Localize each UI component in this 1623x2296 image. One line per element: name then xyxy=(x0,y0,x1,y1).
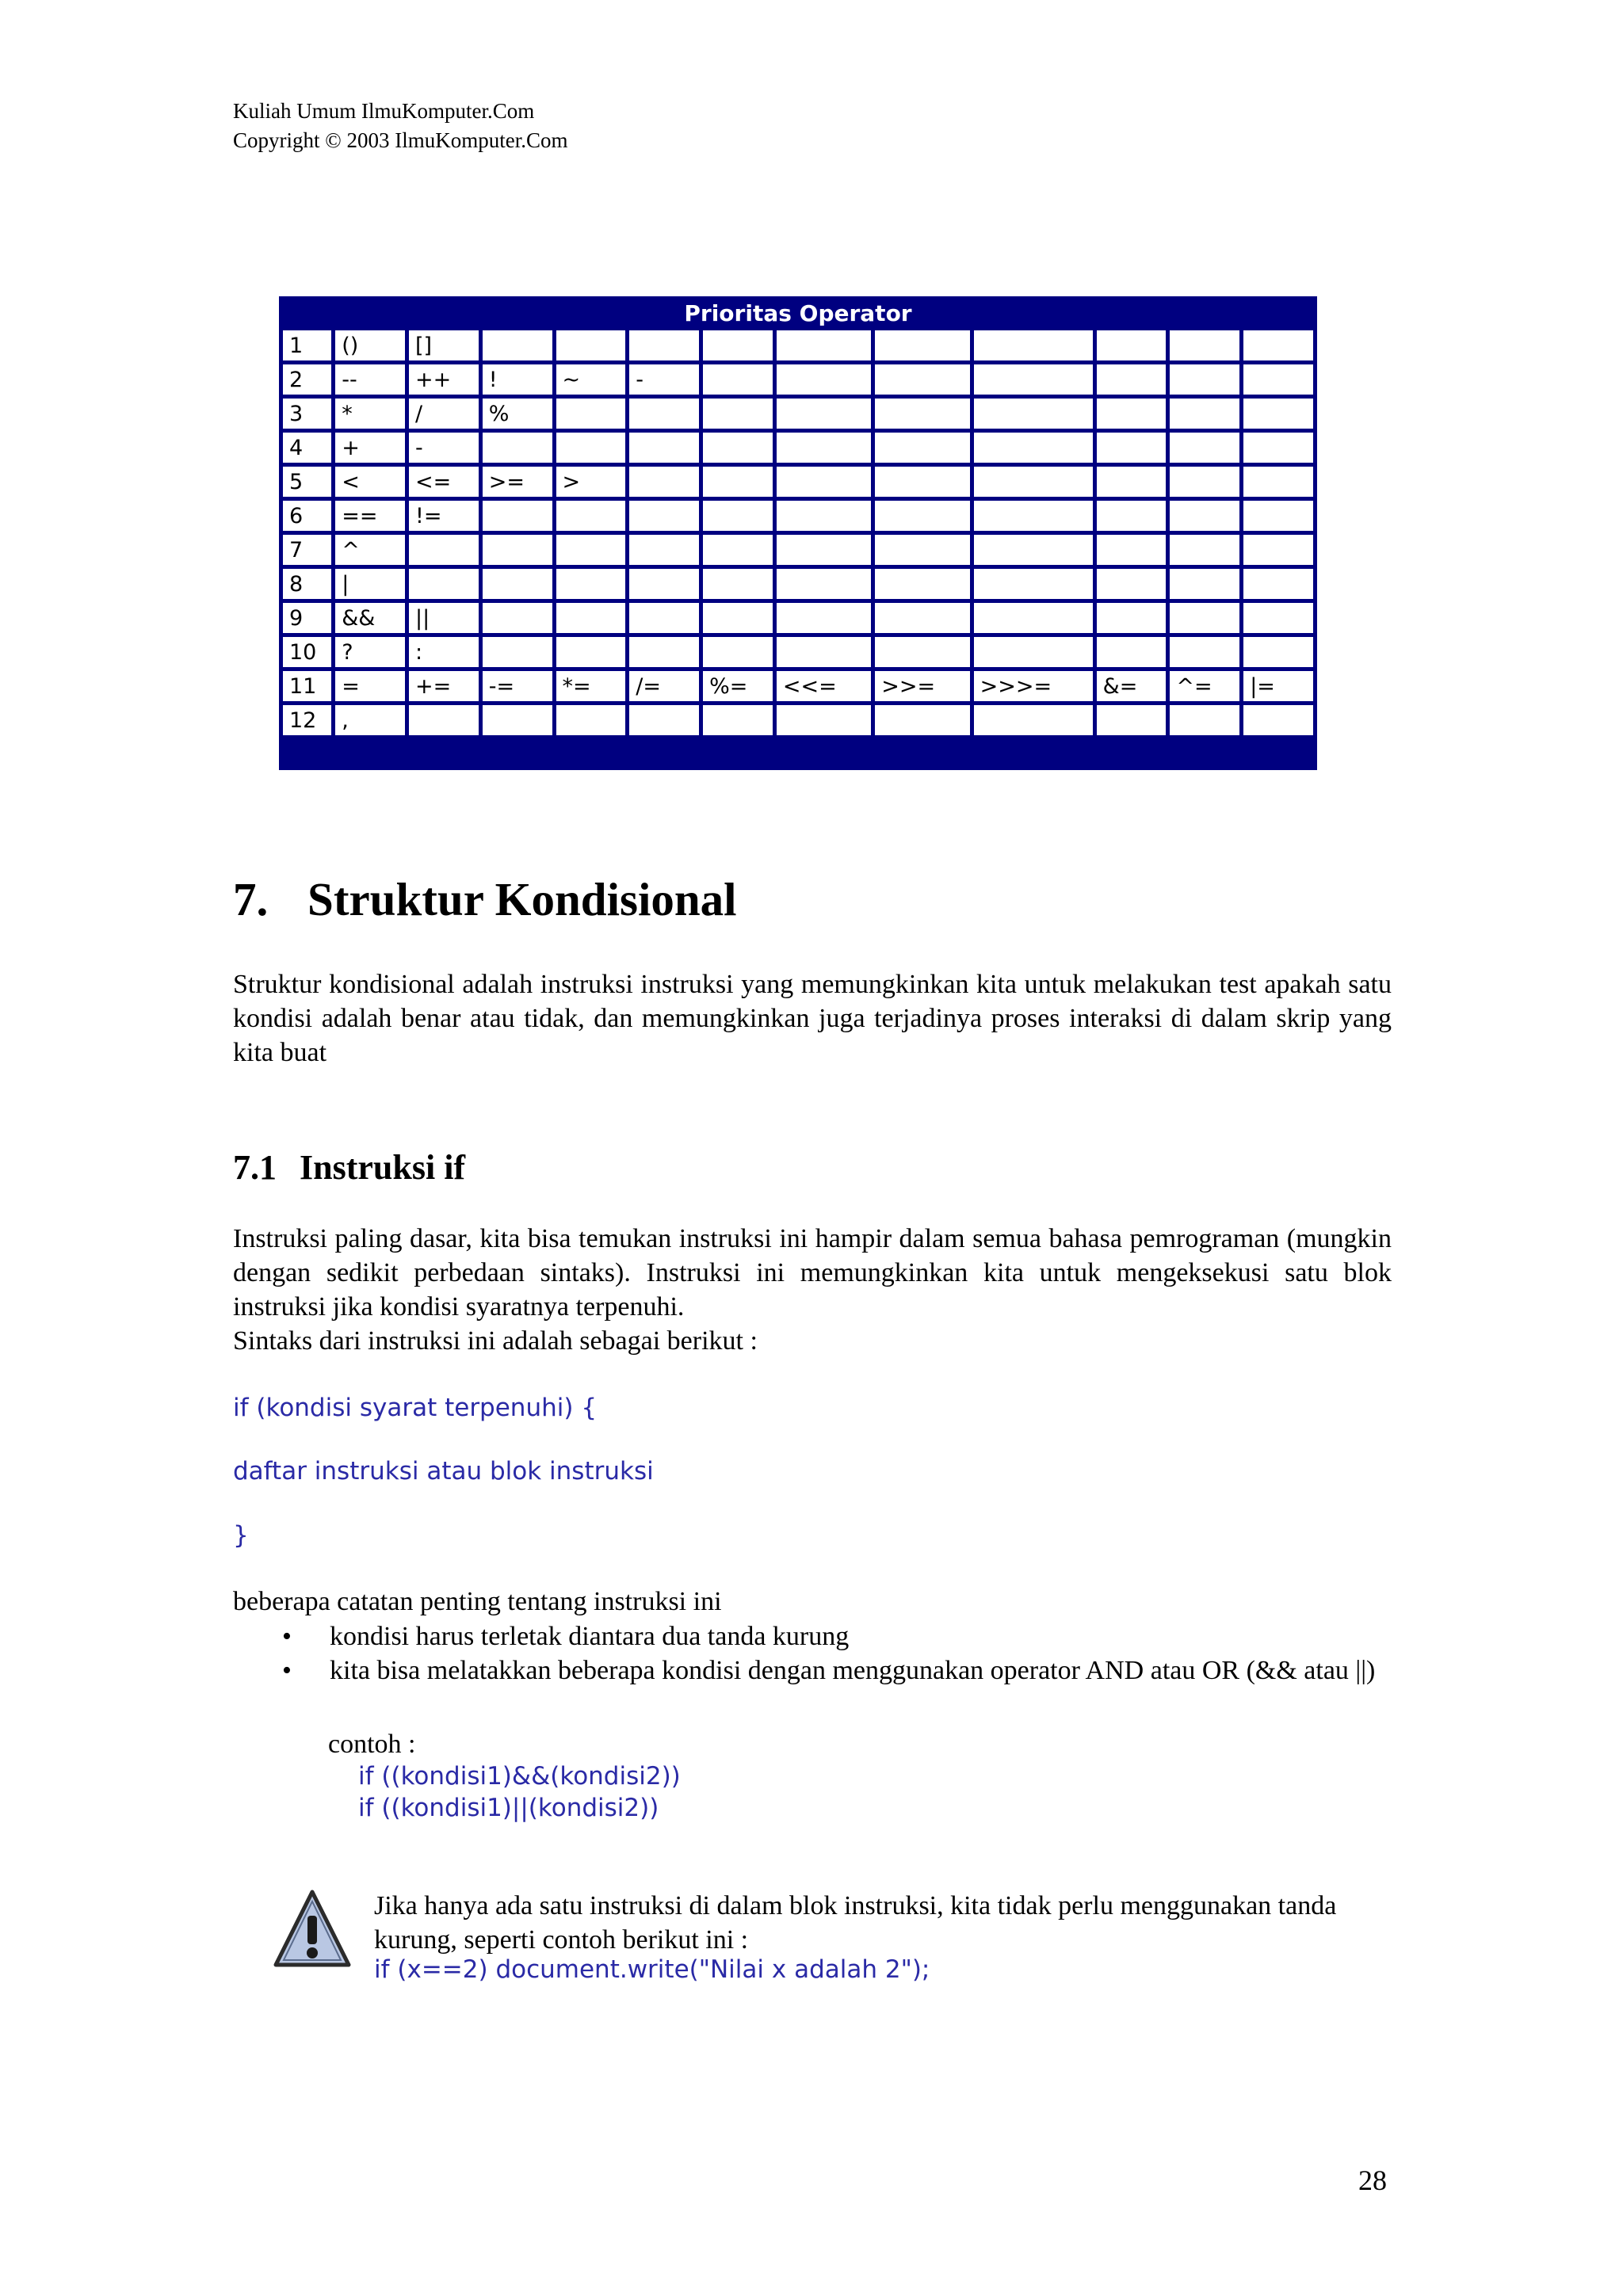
priority-level-cell: 4 xyxy=(283,433,331,463)
operator-cell xyxy=(1243,637,1313,667)
operator-cell xyxy=(556,603,626,633)
operator-cell xyxy=(409,535,479,565)
table-row xyxy=(283,330,1313,360)
operator-cell xyxy=(483,603,552,633)
operator-cell xyxy=(703,705,773,735)
operator-cell xyxy=(875,603,969,633)
operator-cell xyxy=(629,535,699,565)
operator-cell xyxy=(1170,637,1239,667)
operator-cell: - xyxy=(409,433,479,463)
operator-cell xyxy=(1097,569,1167,599)
operator-cell: || xyxy=(409,603,479,633)
operator-cell xyxy=(1243,501,1313,531)
operator-cell xyxy=(483,535,552,565)
page-number: 28 xyxy=(1358,2164,1387,2196)
operator-cell: = xyxy=(335,671,405,701)
operator-cell xyxy=(974,705,1093,735)
operator-cell: : xyxy=(409,637,479,667)
syntax-intro: Sintaks dari instruksi ini adalah sebagai berikut : xyxy=(233,1326,758,1356)
operator-cell: && xyxy=(335,603,405,633)
operator-cell: , xyxy=(335,705,405,735)
page-header xyxy=(233,97,568,155)
priority-level-cell: 1 xyxy=(283,330,331,360)
operator-cell xyxy=(875,467,969,497)
table-row xyxy=(283,501,1313,531)
syntax-line-3: } xyxy=(233,1521,249,1550)
operator-cell xyxy=(1170,569,1239,599)
table-row xyxy=(283,569,1313,599)
operator-cell xyxy=(974,467,1093,497)
list-item-text: kondisi harus terletak diantara dua tanda kurung xyxy=(330,1622,850,1651)
operator-cell xyxy=(556,637,626,667)
table-body xyxy=(283,330,1313,735)
example-label: contoh : xyxy=(328,1730,416,1759)
warning-text: Jika hanya ada satu instruksi di dalam blok instruksi, kita tidak perlu menggunakan tanda kurung, seperti contoh berikut ini : xyxy=(374,1891,1337,1955)
operator-cell xyxy=(1170,467,1239,497)
operator-cell xyxy=(1097,467,1167,497)
operator-cell: /= xyxy=(629,671,699,701)
operator-cell xyxy=(1170,603,1239,633)
operator-cell xyxy=(1097,399,1167,429)
operator-cell xyxy=(1243,535,1313,565)
operator-cell: += xyxy=(409,671,479,701)
operator-cell xyxy=(1243,399,1313,429)
operator-cell: [] xyxy=(409,330,479,360)
operator-cell xyxy=(875,705,969,735)
operator-cell xyxy=(483,433,552,463)
operator-cell xyxy=(1243,330,1313,360)
operator-cell xyxy=(875,501,969,531)
priority-level-cell: 5 xyxy=(283,467,331,497)
operator-cell: % xyxy=(483,399,552,429)
operator-cell xyxy=(1097,535,1167,565)
operator-cell: ~ xyxy=(556,364,626,395)
operator-cell xyxy=(409,705,479,735)
operator-cell xyxy=(703,501,773,531)
operator-cell xyxy=(1243,467,1313,497)
operator-cell xyxy=(875,433,969,463)
operator-cell xyxy=(974,399,1093,429)
table-row xyxy=(283,671,1313,701)
operator-cell xyxy=(974,569,1093,599)
syntax-line-1: if (kondisi syarat terpenuhi) { xyxy=(233,1394,598,1422)
operator-priority-table xyxy=(279,296,1317,770)
operator-cell xyxy=(556,569,626,599)
operator-cell xyxy=(875,569,969,599)
operator-cell xyxy=(629,501,699,531)
warning-code: if (x==2) document.write("Nilai x adalah 2"); xyxy=(374,1955,930,1984)
operator-cell xyxy=(1170,535,1239,565)
priority-level-cell: 3 xyxy=(283,399,331,429)
operator-cell xyxy=(777,705,871,735)
operator-cell xyxy=(703,433,773,463)
priority-level-cell: 11 xyxy=(283,671,331,701)
operator-cell xyxy=(875,535,969,565)
table-title: Prioritas Operator xyxy=(684,300,912,326)
operator-cell: >>= xyxy=(875,671,969,701)
operator-cell xyxy=(875,637,969,667)
operator-cell: %= xyxy=(703,671,773,701)
operator-cell xyxy=(777,637,871,667)
operator-cell xyxy=(1243,364,1313,395)
operator-cell xyxy=(1097,364,1167,395)
table-row xyxy=(283,467,1313,497)
list-item xyxy=(279,1653,1392,1688)
priority-level-cell: 12 xyxy=(283,705,331,735)
operator-cell xyxy=(974,603,1093,633)
section-intro: Struktur kondisional adalah instruksi instruksi yang memungkinkan kita untuk melakukan test apakah satu kondisi adalah benar atau tidak, dan memungkinkan juga terjadinya proses interaksi di dalam skrip yang kita buat xyxy=(233,970,1392,1067)
operator-cell xyxy=(703,569,773,599)
operator-cell xyxy=(556,535,626,565)
operator-cell xyxy=(703,467,773,497)
operator-cell: *= xyxy=(556,671,626,701)
section-number: 7. xyxy=(233,873,269,925)
warning-icon xyxy=(273,1887,352,1973)
operator-cell: != xyxy=(409,501,479,531)
operator-cell: < xyxy=(335,467,405,497)
operator-cell xyxy=(483,705,552,735)
operator-cell xyxy=(409,569,479,599)
priority-level-cell: 8 xyxy=(283,569,331,599)
example-code-1: if ((kondisi1)&&(kondisi2)) xyxy=(358,1762,681,1791)
syntax-line-2: daftar instruksi atau blok instruksi xyxy=(233,1457,654,1486)
operator-cell: &= xyxy=(1097,671,1167,701)
table-row xyxy=(283,705,1313,735)
table-row xyxy=(283,433,1313,463)
operator-cell xyxy=(483,330,552,360)
operator-cell: ? xyxy=(335,637,405,667)
notes-intro: beberapa catatan penting tentang instruksi ini xyxy=(233,1587,722,1616)
operator-cell xyxy=(703,399,773,429)
operator-cell: <= xyxy=(409,467,479,497)
operator-cell xyxy=(1097,433,1167,463)
operator-cell: -= xyxy=(483,671,552,701)
operator-cell xyxy=(974,364,1093,395)
operator-cell: == xyxy=(335,501,405,531)
bullet: • xyxy=(282,1656,292,1685)
subsection-title: Instruksi if xyxy=(300,1148,466,1187)
operator-cell xyxy=(974,535,1093,565)
operator-cell xyxy=(1170,364,1239,395)
table-row xyxy=(283,535,1313,565)
operator-cell: * xyxy=(335,399,405,429)
example-code-2: if ((kondisi1)||(kondisi2)) xyxy=(358,1794,659,1822)
operator-cell: + xyxy=(335,433,405,463)
operator-cell xyxy=(974,637,1093,667)
operator-cell xyxy=(1170,330,1239,360)
operator-cell xyxy=(1243,433,1313,463)
table-row xyxy=(283,603,1313,633)
operator-cell xyxy=(556,399,626,429)
priority-level-cell: 10 xyxy=(283,637,331,667)
operator-cell: ^ xyxy=(335,535,405,565)
operator-cell xyxy=(1097,330,1167,360)
operator-cell: | xyxy=(335,569,405,599)
operator-cell xyxy=(777,399,871,429)
table-row xyxy=(283,364,1313,395)
operator-cell: - xyxy=(629,364,699,395)
operator-cell xyxy=(1170,705,1239,735)
operator-cell: |= xyxy=(1243,671,1313,701)
section-heading xyxy=(233,871,737,927)
list-item-text: kita bisa melatakkan beberapa kondisi dengan menggunakan operator AND atau OR (&& atau ||) xyxy=(330,1656,1376,1685)
notes-list xyxy=(279,1619,1392,1688)
operator-cell xyxy=(1243,705,1313,735)
operator-cell xyxy=(703,330,773,360)
operator-cell xyxy=(483,569,552,599)
priority-level-cell: 7 xyxy=(283,535,331,565)
operator-cell xyxy=(629,467,699,497)
bullet: • xyxy=(282,1622,292,1651)
operator-cell xyxy=(777,569,871,599)
header-line-1: Kuliah Umum IlmuKomputer.Com xyxy=(233,99,535,123)
operator-cell xyxy=(629,569,699,599)
operator-cell xyxy=(629,603,699,633)
operator-cell xyxy=(629,399,699,429)
operator-cell xyxy=(1097,501,1167,531)
operator-cell xyxy=(483,637,552,667)
subsection-heading xyxy=(233,1147,465,1188)
operator-cell xyxy=(629,330,699,360)
operator-cell xyxy=(1243,569,1313,599)
operator-cell: ^= xyxy=(1170,671,1239,701)
operator-cell xyxy=(556,433,626,463)
operator-cell xyxy=(556,330,626,360)
operator-cell xyxy=(777,501,871,531)
operator-cell xyxy=(777,433,871,463)
operator-cell xyxy=(1243,603,1313,633)
operator-cell xyxy=(483,501,552,531)
operator-cell xyxy=(777,364,871,395)
operator-cell: -- xyxy=(335,364,405,395)
operator-cell: <<= xyxy=(777,671,871,701)
operator-cell xyxy=(1097,603,1167,633)
table-row xyxy=(283,399,1313,429)
operator-cell xyxy=(1170,399,1239,429)
operator-cell xyxy=(703,364,773,395)
operator-cell xyxy=(629,433,699,463)
operator-cell xyxy=(1170,433,1239,463)
operator-cell: > xyxy=(556,467,626,497)
subsection-number: 7.1 xyxy=(233,1148,277,1187)
operator-cell xyxy=(629,705,699,735)
operator-cell: / xyxy=(409,399,479,429)
operator-cell xyxy=(703,535,773,565)
list-item xyxy=(279,1619,1392,1653)
operator-cell xyxy=(875,364,969,395)
operator-cell xyxy=(777,330,871,360)
operator-cell xyxy=(629,637,699,667)
operator-cell: () xyxy=(335,330,405,360)
operator-cell xyxy=(974,501,1093,531)
operator-cell xyxy=(1170,501,1239,531)
operator-cell xyxy=(777,467,871,497)
section-title: Struktur Kondisional xyxy=(307,873,737,925)
operator-cell xyxy=(1097,637,1167,667)
operator-cell xyxy=(703,637,773,667)
operator-cell: >= xyxy=(483,467,552,497)
operator-cell: ! xyxy=(483,364,552,395)
operator-cell xyxy=(974,330,1093,360)
table-row xyxy=(283,637,1313,667)
header-line-2: Copyright © 2003 IlmuKomputer.Com xyxy=(233,128,568,152)
priority-level-cell: 9 xyxy=(283,603,331,633)
operator-cell xyxy=(1097,705,1167,735)
subsection-paragraph: Instruksi paling dasar, kita bisa temukan instruksi ini hampir dalam semua bahasa pemrograman (mungkin dengan sedikit perbedaan sintaks). Instruksi ini memungkinkan kita untuk mengeksekusi satu blok instruksi jika kondisi syaratnya terpenuhi. xyxy=(233,1224,1392,1322)
operator-cell: ++ xyxy=(409,364,479,395)
operator-cell xyxy=(556,705,626,735)
operator-cell xyxy=(777,535,871,565)
operator-cell xyxy=(875,330,969,360)
operator-table xyxy=(279,296,1317,739)
operator-cell xyxy=(556,501,626,531)
priority-level-cell: 6 xyxy=(283,501,331,531)
operator-cell xyxy=(875,399,969,429)
operator-cell xyxy=(777,603,871,633)
operator-cell: >>>= xyxy=(974,671,1093,701)
operator-cell xyxy=(974,433,1093,463)
priority-level-cell: 2 xyxy=(283,364,331,395)
operator-cell xyxy=(703,603,773,633)
